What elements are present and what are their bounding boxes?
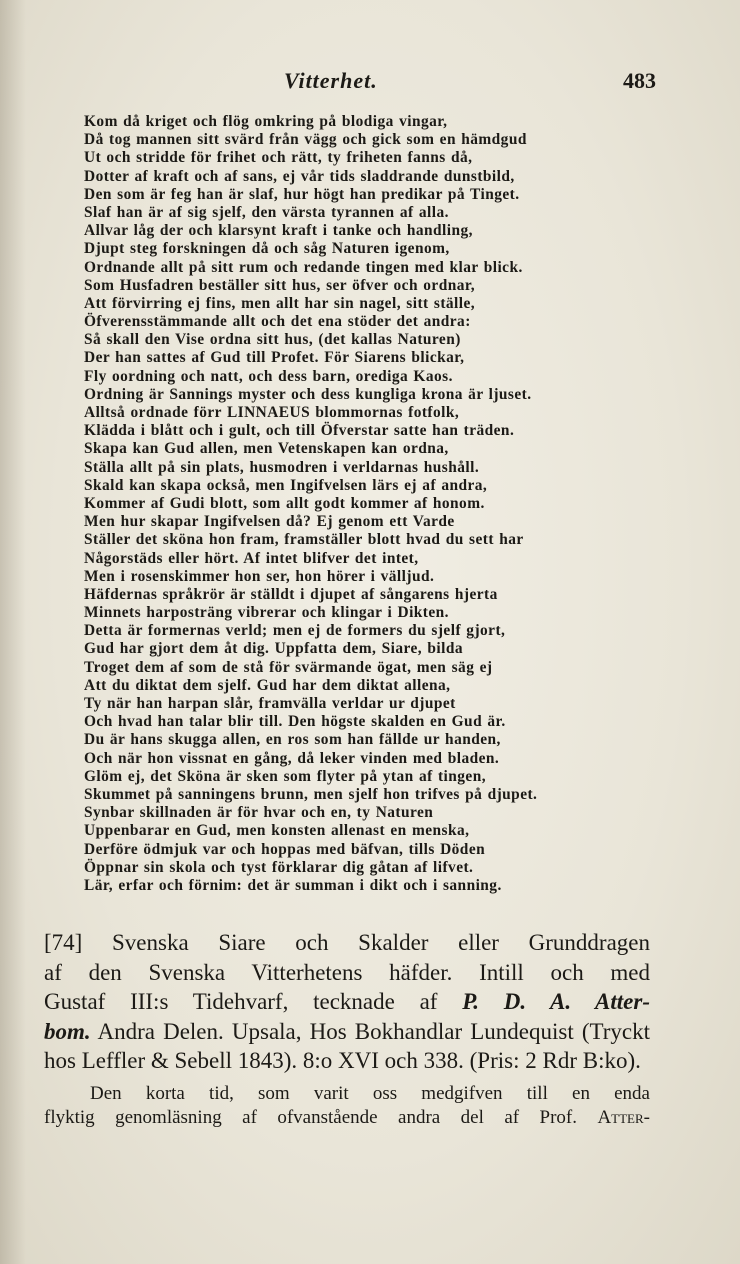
review-line-5: hos Leffler & Sebell 1843). 8:o XVI och 338. (Pris: 2 Rdr B:ko). — [44, 1048, 641, 1074]
poem-line: Men i rosenskimmer hon ser, hon hörer i välljud. — [84, 567, 435, 585]
poem-line: Någorstäds eller hört. Af intet blifver det intet, — [84, 549, 419, 567]
poem-line: Kommer af Gudi blott, som allt godt kommer af honom. — [84, 494, 485, 512]
body-paragraph — [44, 1082, 650, 1130]
review-line-2: af den Svenska Vitterhetens häfder. Intill och med — [44, 959, 650, 985]
poem-line: Ordning är Sannings myster och dess kungliga krona är ljuset. — [84, 385, 532, 403]
poem-line: Gud har gjort dem åt dig. Uppfatta dem, Siare, bilda — [84, 640, 463, 658]
poem-line: Då tog mannen sitt svärd från vägg och gick som en hämdgud — [84, 131, 527, 149]
poem-line: Och när hon vissnat en gång, då leker vinden med bladen. — [84, 749, 500, 767]
body-line-2-text: flyktig genomläsning af ofvanstående andra del af Prof. — [44, 1107, 598, 1128]
poem-line: Och hvad han talar blir till. Den högste skalden en Gud är. — [84, 713, 506, 731]
review-line-3-text: Gustaf III:s Tidehvarf, tecknade af — [44, 989, 463, 1015]
page-header — [84, 68, 656, 102]
poem-line: Glöm ej, det Sköna är sken som flyter på ytan af tingen, — [84, 767, 487, 785]
poem-line: Skapa kan Gud allen, men Vetenskapen kan ordna, — [84, 440, 449, 458]
poem-line: Djupt steg forskningen då och såg Naturen igenom, — [84, 240, 450, 258]
review-line-3 — [44, 987, 650, 1017]
running-title: Vitterhet. — [284, 68, 378, 93]
poem-line: Synbar skillnaden är för hvar och en, ty Naturen — [84, 804, 434, 822]
poem-line: Klädda i blått och i gult, och till Öfverstar satte han träden. — [84, 422, 515, 440]
poem-line: Ty när han harpan slår, framvälla verldar ur djupet — [84, 695, 456, 712]
poem-line: Dotter af kraft och af sans, ej vår tids sladdrande dunstbild, — [84, 167, 515, 185]
poem-line: Ut och stridde för frihet och rätt, ty friheten fanns då, — [84, 149, 473, 167]
poem-line: Uppenbarar en Gud, men konsten allenast en menska, — [84, 822, 470, 840]
review-line-1: [74] Svenska Siare och Skalder eller Grunddragen — [44, 930, 650, 955]
poem-line: Ställer det sköna hon fram, framställer blott hvad du sett har — [84, 531, 524, 549]
poem-line: Skald kan skapa också, men Ingifvelsen lärs ej af andra, — [84, 476, 488, 494]
poem-line: Så skall den Vise ordna sitt hus, (det kallas Naturen) — [84, 331, 461, 349]
review-line-4-text: Andra Delen. Upsala, Hos Bokhandlar Lundequist (Tryckt — [90, 1018, 650, 1044]
poem-line: Öfverensstämmande allt och det ena stöder det andra: — [84, 313, 471, 331]
poem-line: Kom då kriget och flög omkring på blodiga vingar, — [84, 113, 448, 130]
poem-line: Ställa allt på sin plats, husmodren i verldarnas hushåll. — [84, 458, 480, 476]
poem-line: Du är hans skugga allen, en ros som han fällde ur handen, — [84, 731, 501, 749]
poem-line: Troget dem af som de stå för svärmande ögat, men säg ej — [84, 658, 493, 676]
review-line-4 — [44, 1017, 650, 1047]
poem — [84, 113, 644, 895]
body-line-1: Den korta tid, som varit oss medgifven till en enda — [90, 1083, 650, 1104]
poem-line: Slaf han är af sig sjelf, den värsta tyrannen af alla. — [84, 203, 449, 221]
poem-line: Minnets harposträng vibrerar och klingar i Dikten. — [84, 604, 449, 622]
poem-line: Att förvirring ej fins, men allt har sin nagel, sitt ställe, — [84, 294, 476, 312]
poem-line: Derföre ödmjuk var och hoppas med bäfvan, tills Döden — [84, 840, 486, 858]
poem-line: Lär, erfar och förnim: det är summan i dikt och i sanning. — [84, 876, 502, 894]
body-line-2 — [44, 1106, 650, 1130]
poem-line: Allvar låg der och klarsynt kraft i tanke och handling, — [84, 222, 473, 240]
poem-line: Men hur skapar Ingifvelsen då? Ej genom ett Varde — [84, 513, 455, 531]
poem-line: Den som är feg han är slaf, hur högt han predikar på Tinget. — [84, 185, 520, 203]
poem-line: Häfdernas språkrör är ställdt i djupet af sångarens hjerta — [84, 585, 498, 603]
poem-line: Öppnar sin skola och tyst förklarar dig gåtan af lifvet. — [84, 858, 474, 876]
poem-line: Skummet på sanningens brunn, men sjelf hon trifves på djupet. — [84, 785, 538, 803]
review-entry — [44, 928, 650, 1076]
poem-line: Detta är formernas verld; men ej de formers du sjelf gjort, — [84, 622, 506, 640]
poem-line: Ordnande allt på sitt rum och redande tingen med klar blick. — [84, 258, 523, 276]
author-name-rest: bom. — [44, 1018, 91, 1044]
poem-line: Som Husfadren beställer sitt hus, ser öfver och ordnar, — [84, 276, 476, 294]
poem-line: Der han sattes af Gud till Profet. För Siarens blickar, — [84, 349, 465, 367]
poem-line: Alltså ordnade förr LINNAEUS blommornas fotfolk, — [84, 404, 460, 421]
author-smallcaps: Atter- — [597, 1107, 650, 1128]
page-number: 483 — [623, 68, 656, 93]
author-name-initials: P. D. A. Atter- — [462, 989, 650, 1015]
poem-line: Att du diktat dem sjelf. Gud har dem diktat allena, — [84, 676, 451, 694]
gutter-shadow — [0, 0, 26, 1264]
poem-line: Fly oordning och natt, och dess barn, orediga Kaos. — [84, 367, 453, 385]
